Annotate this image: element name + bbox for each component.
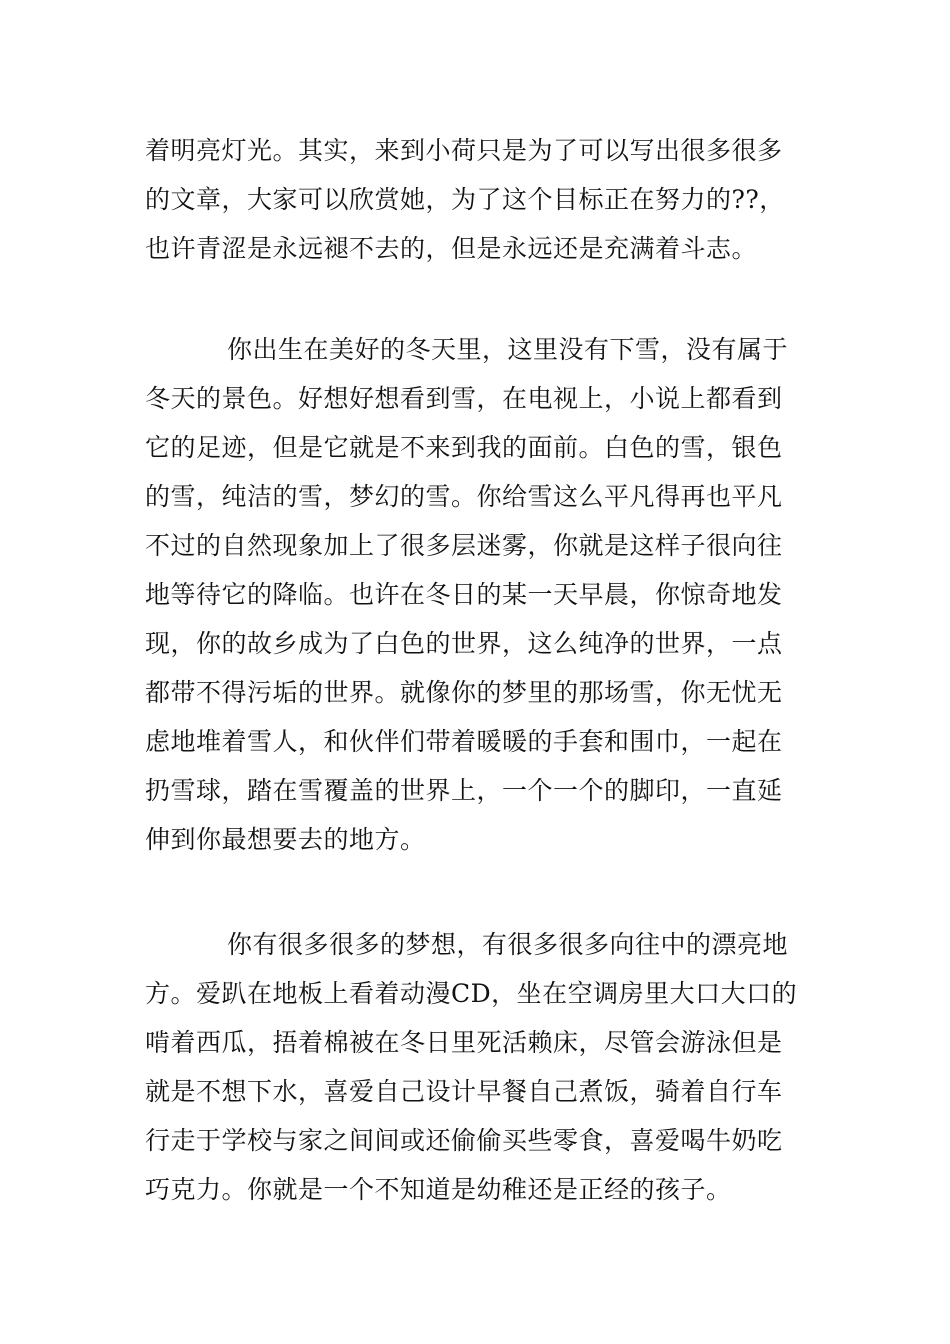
paragraph-line: 着明亮灯光。其实，来到小荷只是为了可以写出很多很多 xyxy=(145,136,783,165)
paragraph-line: 地等待它的降临。也许在冬日的某一天早晨，你惊奇地发 xyxy=(145,580,783,609)
paragraph-line: 的雪，纯洁的雪，梦幻的雪。你给雪这么平凡得再也平凡 xyxy=(145,482,783,511)
paragraph-1 xyxy=(145,126,810,273)
paragraph-line: 它的足迹，但是它就是不来到我的面前。白色的雪，银色 xyxy=(145,433,783,462)
paragraph-line: 也许青涩是永远褪不去的，但是永远还是充满着斗志。 xyxy=(145,234,758,263)
paragraph-line: 伸到你最想要去的地方。 xyxy=(145,825,426,854)
paragraph-line: 你出生在美好的冬天里，这里没有下雪，没有属于 xyxy=(227,335,789,364)
paragraph-line: 巧克力。你就是一个不知道是幼稚还是正经的孩子。 xyxy=(145,1175,732,1204)
paragraph-line: 冬天的景色。好想好想看到雪，在电视上，小说上都看到 xyxy=(145,384,783,413)
paragraph-3 xyxy=(145,920,810,1214)
paragraph-line: 都带不得污垢的世界。就像你的梦里的那场雪，你无忧无 xyxy=(145,678,783,707)
paragraph-line: 啃着西瓜，捂着棉被在冬日里死活赖床，尽管会游泳但是 xyxy=(145,1028,783,1057)
paragraph-2 xyxy=(145,325,810,864)
paragraph-line: 方。爱趴在地板上看着动漫CD，坐在空调房里大口大口的 xyxy=(145,979,798,1008)
paragraph-line: 就是不想下水，喜爱自己设计早餐自己煮饭，骑着自行车 xyxy=(145,1077,783,1106)
paragraph-line: 扔雪球，踏在雪覆盖的世界上，一个一个的脚印，一直延 xyxy=(145,776,783,805)
paragraph-line: 你有很多很多的梦想，有很多很多向往中的漂亮地 xyxy=(227,930,789,959)
paragraph-line: 不过的自然现象加上了很多层迷雾，你就是这样子很向往 xyxy=(145,531,783,560)
paragraph-line: 的文章，大家可以欣赏她，为了这个目标正在努力的??， xyxy=(145,185,785,214)
paragraph-line: 现，你的故乡成为了白色的世界，这么纯净的世界，一点 xyxy=(145,629,783,658)
paragraph-line: 行走于学校与家之间间或还偷偷买些零食，喜爱喝牛奶吃 xyxy=(145,1126,783,1155)
paragraph-line: 虑地堆着雪人，和伙伴们带着暖暖的手套和围巾，一起在 xyxy=(145,727,783,756)
